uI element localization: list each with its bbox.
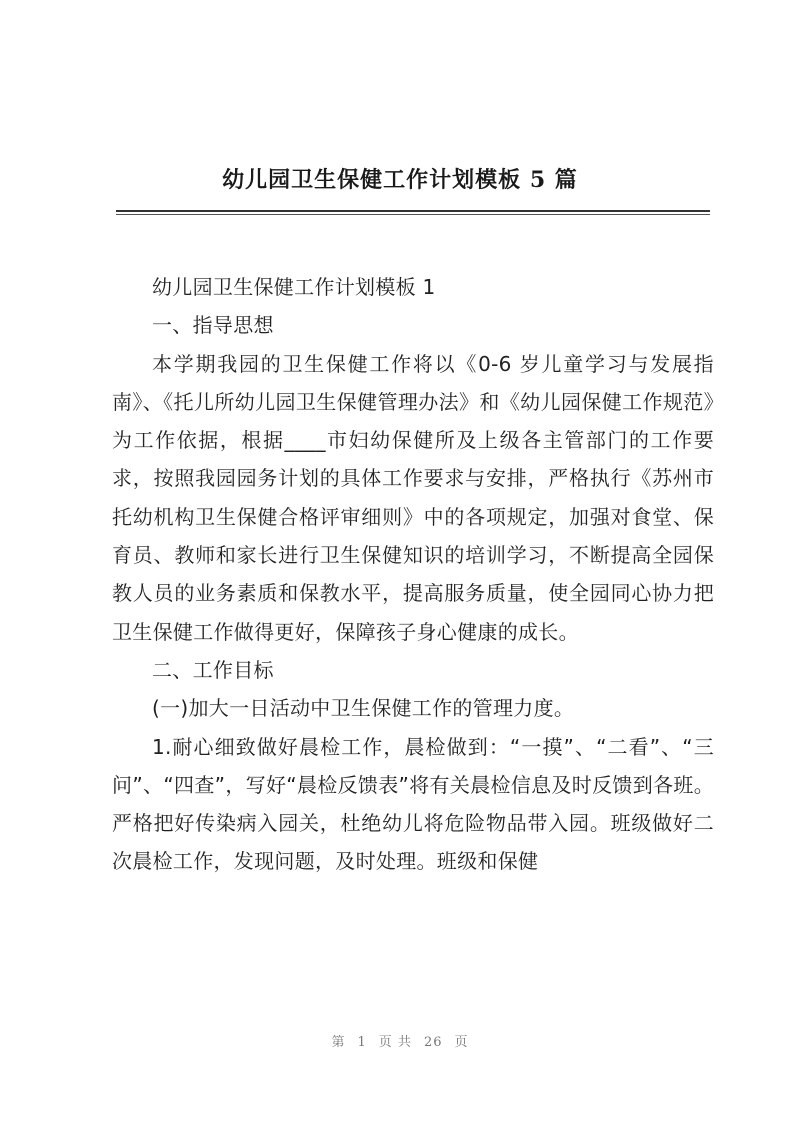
subheading-work-goals: 二、工作目标: [152, 657, 274, 682]
page-footer: [0, 1031, 800, 1050]
subheading-item-1: (一)加大一日活动中卫生保健工作的管理力度。: [152, 696, 575, 721]
footer-total-pages: 26: [423, 1035, 443, 1050]
footer-middle: 页 共: [378, 1035, 412, 1050]
footer-suffix: 页: [454, 1035, 469, 1050]
footer-prefix: 第: [331, 1035, 346, 1050]
document-title: 幼儿园卫生保健工作计划模板 5 篇: [222, 167, 578, 193]
footer-page-number: 1: [357, 1035, 367, 1050]
section-heading: 幼儿园卫生保健工作计划模板 1: [152, 275, 436, 299]
body-paragraph: 1.耐心细致做好晨检工作，晨检做到：“一摸”、“二看”、“三问”、“四查”，写好“晨检反馈表”将有关晨检信息及时反馈到各班。严格把好传染病入园关，杜绝幼儿将危险物品带入园。班级做好二次晨检工作，发现问题，及时处理。班级和保健: [112, 734, 714, 874]
body-paragraph: 本学期我园的卫生保健工作将以《0-6 岁儿童学习与发展指南》、《托儿所幼儿园卫生保健管理办法》和《幼儿园保健工作规范》为工作依据，根据____市妇幼保健所及上级各主管部门的工作要求，按照我园园务计划的具体工作要求与安排，严格执行《苏州市托幼机构卫生保健合格评审细则》中的各项规定，加强对食堂、保育员、教师和家长进行卫生保健知识的培训学习，不断提高全园保教人员的业务素质和保教水平，提高服务质量，使全园同心协力把卫生保健工作做得更好，保障孩子身心健康的成长。: [112, 351, 714, 644]
title-divider-thin: [116, 214, 710, 215]
document-body: [112, 268, 714, 881]
title-divider-thick: [116, 210, 710, 212]
subheading-guiding-ideology: 一、指导思想: [152, 313, 274, 338]
